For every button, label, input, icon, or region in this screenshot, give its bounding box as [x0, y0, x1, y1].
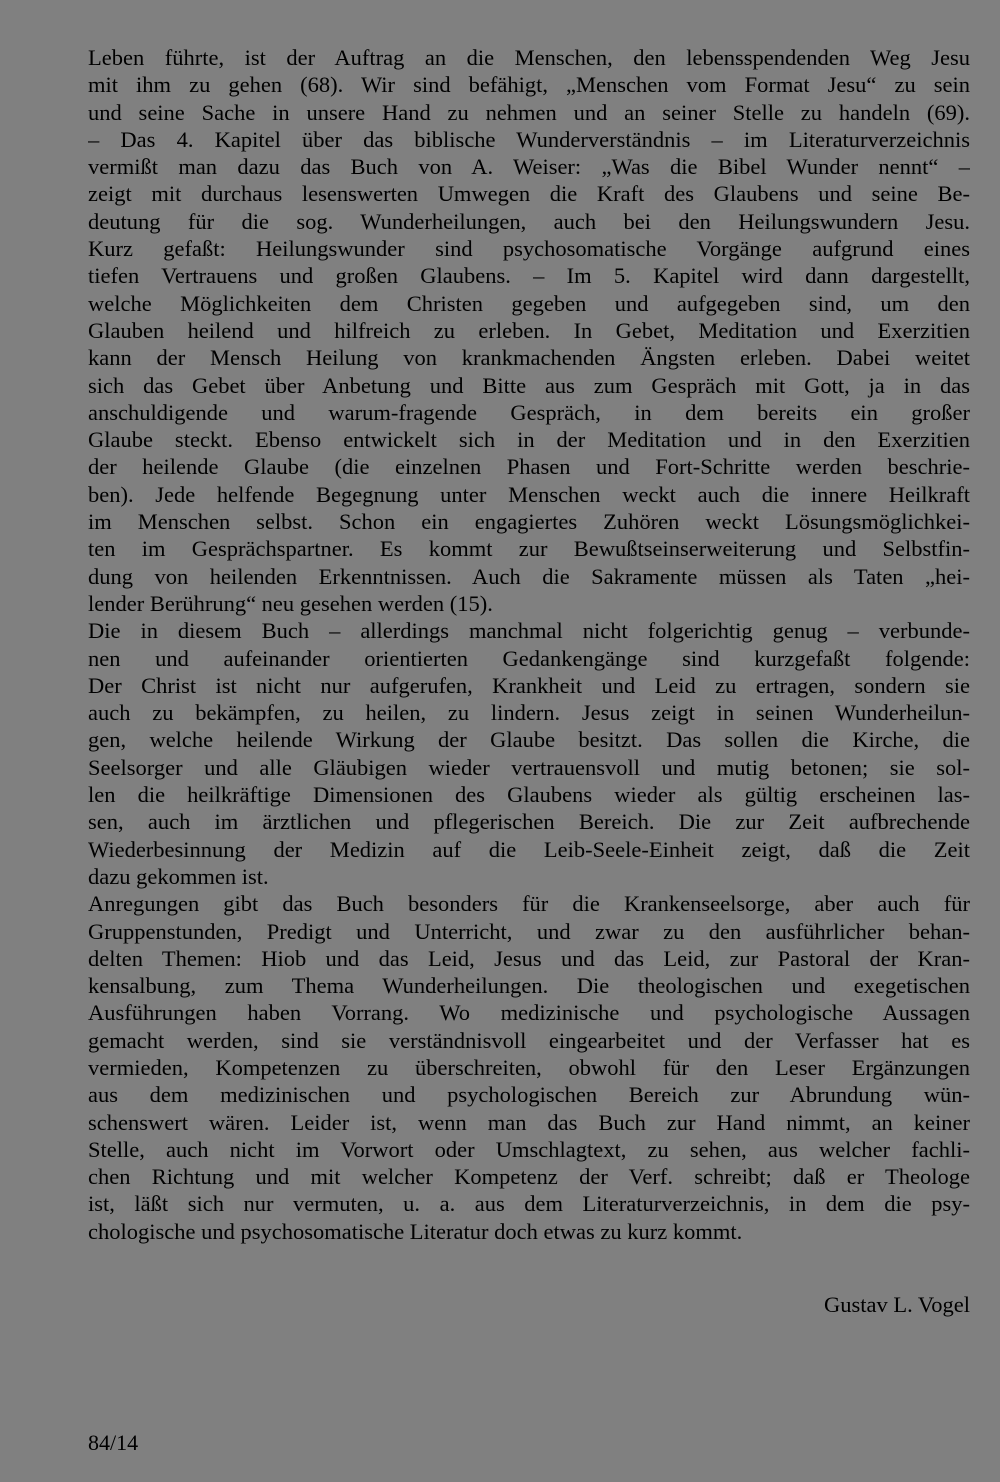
text-line: kann der Mensch Heilung von krankmachenden Ängsten erleben. Dabei weitet — [88, 345, 970, 371]
text-line: Ausführungen haben Vorrang. Wo medizinische und psychologische Aussagen — [88, 1000, 970, 1026]
text-line: nen und aufeinander orientierten Gedankengänge sind kurzgefaßt folgende: — [88, 645, 970, 671]
text-line: der heilende Glaube (die einzelnen Phasen und Fort-Schritte werden beschrie- — [88, 454, 970, 480]
text-line: im Menschen selbst. Schon ein engagiertes Zuhören weckt Lösungsmöglichkei- — [88, 509, 970, 535]
text-line: Glauben heilend und hilfreich zu erleben. In Gebet, Meditation und Exerzitien — [88, 317, 970, 343]
text-line: sen, auch im ärztlichen und pflegerischen Bereich. Die zur Zeit aufbrechende — [88, 809, 970, 835]
author-signature: Gustav L. Vogel — [823, 1292, 970, 1317]
text-line: chologische und psychosomatische Literatur doch etwas zu kurz kommt. — [88, 1218, 743, 1244]
text-line: Der Christ ist nicht nur aufgerufen, Krankheit und Leid zu ertragen, sondern sie — [88, 672, 970, 698]
text-line: dung von heilenden Erkenntnissen. Auch die Sakramente müssen als Taten „hei- — [88, 563, 970, 589]
text-line: anschuldigende und warum-fragende Gespräch, in dem bereits ein großer — [88, 399, 970, 425]
text-line: schenswert wären. Leider ist, wenn man das Buch zur Hand nimmt, an keiner — [88, 1109, 970, 1135]
text-line: chen Richtung und mit welcher Kompetenz der Verf. schreibt; daß er Theologe — [88, 1164, 970, 1190]
text-line: gen, welche heilende Wirkung der Glaube besitzt. Das sollen die Kirche, die — [88, 727, 970, 753]
text-line: auch zu bekämpfen, zu heilen, zu lindern. Jesus zeigt in seinen Wunderheilun- — [88, 700, 970, 726]
text-line: gemacht werden, sind sie verständnisvoll eingearbeitet und der Verfasser hat es — [88, 1027, 970, 1053]
text-line: ist, läßt sich nur vermuten, u. a. aus dem Literaturverzeichnis, in dem die psy- — [88, 1191, 970, 1217]
text-line: und seine Sache in unsere Hand zu nehmen und an seiner Stelle zu handeln (69). — [88, 99, 970, 125]
text-line: zeigt mit durchaus lesenswerten Umwegen die Kraft des Glaubens und seine Be- — [88, 181, 970, 207]
text-line: – Das 4. Kapitel über das biblische Wunderverständnis – im Literaturverzeichnis — [88, 126, 970, 152]
text-line: ben). Jede helfende Begegnung unter Menschen weckt auch die innere Heilkraft — [88, 481, 970, 507]
text-line: tiefen Vertrauens und großen Glaubens. – Im 5. Kapitel wird dann dargestellt, — [88, 263, 970, 289]
text-line: sich das Gebet über Anbetung und Bitte aus zum Gespräch mit Gott, ja in das — [88, 372, 970, 398]
text-line: Glaube steckt. Ebenso entwickelt sich in der Meditation und in den Exerzitien — [88, 427, 970, 453]
text-line: Stelle, auch nicht im Vorwort oder Umschlagtext, zu sehen, aus welcher fachli- — [88, 1136, 970, 1162]
text-line: Anregungen gibt das Buch besonders für die Krankenseelsorge, aber auch für — [88, 891, 970, 917]
text-line: aus dem medizinischen und psychologischen Bereich zur Abrundung wün- — [88, 1082, 970, 1108]
review-text — [88, 44, 970, 1245]
text-line: Leben führte, ist der Auftrag an die Menschen, den lebensspendenden Weg Jesu — [88, 45, 970, 70]
text-line: kensalbung, zum Thema Wunderheilungen. Die theologischen und exegetischen — [88, 973, 970, 999]
text-line: vermißt man dazu das Buch von A. Weiser: „Was die Bibel Wunder nennt“ – — [88, 154, 970, 180]
text-line: ten im Gesprächspartner. Es kommt zur Bewußtseinserweiterung und Selbstfin- — [88, 536, 970, 562]
text-line: Seelsorger und alle Gläubigen wieder vertrauensvoll und mutig betonen; sie sol- — [88, 754, 970, 780]
text-line: mit ihm zu gehen (68). Wir sind befähigt, „Menschen vom Format Jesu“ zu sein — [88, 72, 970, 98]
text-line: Kurz gefaßt: Heilungswunder sind psychosomatische Vorgänge aufgrund eines — [88, 236, 970, 262]
text-line: dazu gekommen ist. — [88, 863, 269, 889]
text-line: lender Berührung“ neu gesehen werden (15). — [88, 590, 493, 616]
text-line: len die heilkräftige Dimensionen des Glaubens wieder als gültig erscheinen las- — [88, 782, 970, 808]
text-line: delten Themen: Hiob und das Leid, Jesus und das Leid, zur Pastoral der Kran- — [88, 945, 970, 971]
text-line: Die in diesem Buch – allerdings manchmal nicht folgerichtig genug – verbunde- — [88, 618, 970, 644]
text-line: deutung für die sog. Wunderheilungen, auch bei den Heilungswundern Jesu. — [88, 208, 970, 234]
text-line: vermieden, Kompetenzen zu überschreiten, obwohl für den Leser Ergänzungen — [88, 1054, 970, 1080]
text-line: Gruppenstunden, Predigt und Unterricht, und zwar zu den ausführlicher behan- — [88, 918, 970, 944]
page-number: 84/14 — [88, 1430, 139, 1455]
text-line: welche Möglichkeiten dem Christen gegeben und aufgegeben sind, um den — [88, 290, 970, 316]
text-line: Wiederbesinnung der Medizin auf die Leib-Seele-Einheit zeigt, daß die Zeit — [88, 836, 970, 862]
